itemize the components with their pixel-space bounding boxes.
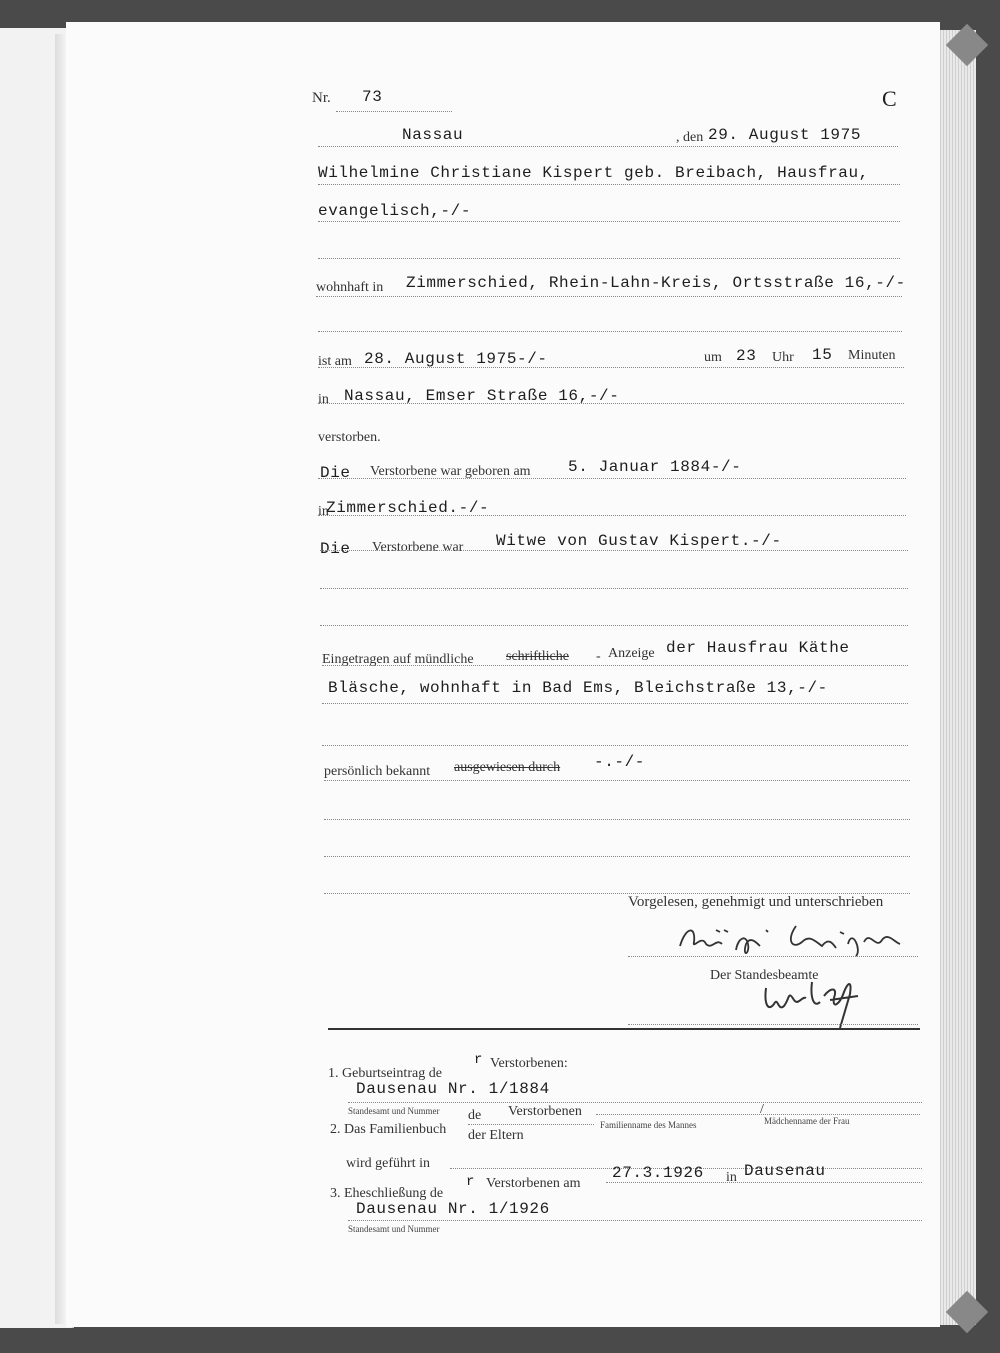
item2-gefuehrt: wird geführt in [346, 1156, 430, 1171]
item1-value: Dausenau Nr. 1/1884 [356, 1080, 550, 1098]
signature-line [628, 956, 918, 957]
item2-caption-maiden: Mädchenname der Frau [764, 1116, 850, 1126]
entry-struck: schriftliche [506, 649, 569, 664]
item2-de: de [468, 1108, 482, 1123]
line [322, 745, 908, 746]
footer-divider [328, 1028, 920, 1030]
um-label: um [704, 350, 722, 365]
death-in-label: in [318, 392, 329, 407]
line [324, 819, 910, 820]
birth-die: Die [320, 464, 351, 482]
date: 29. August 1975 [708, 126, 862, 144]
line [322, 703, 908, 704]
item1-suffix: Verstorbenen: [490, 1056, 568, 1071]
nr-value: 73 [362, 88, 383, 106]
line [318, 403, 904, 404]
line [320, 550, 908, 551]
birth-in-label: in [318, 504, 329, 519]
line [348, 1102, 922, 1103]
item3-value: Dausenau Nr. 1/1926 [356, 1200, 550, 1218]
line [324, 780, 910, 781]
register-page [66, 22, 940, 1327]
line [316, 296, 902, 297]
nr-label: Nr. [312, 90, 331, 106]
line [318, 221, 900, 222]
item3-label: 3. Eheschließung de [330, 1186, 444, 1201]
registrar-label: Der Standesbeamte [710, 968, 819, 983]
residence-label: wohnhaft in [316, 280, 384, 295]
line [320, 588, 908, 589]
item1-caption: Standesamt und Nummer [348, 1106, 440, 1116]
line [596, 1114, 920, 1115]
death-hour: 23 [736, 347, 757, 365]
line [320, 625, 908, 626]
nr-line [336, 111, 452, 112]
birth-place: Zimmerschied.-/- [326, 499, 490, 517]
line [468, 1124, 594, 1125]
item2-verst: Verstorbenen [508, 1104, 582, 1119]
informant-line-1: der Hausfrau Käthe [666, 639, 850, 657]
death-minutes: 15 [812, 346, 833, 364]
informant-signature [676, 920, 916, 958]
item3-sup: r [466, 1174, 476, 1190]
line [318, 331, 902, 332]
name-line-1: Wilhelmine Christiane Kispert geb. Breibach, Hausfrau, [318, 164, 869, 182]
item3-in: in [726, 1170, 737, 1185]
item2-eltern: der Eltern [468, 1128, 524, 1143]
line [322, 665, 908, 666]
entry-label: Eingetragen auf mündliche [322, 652, 474, 667]
den-label: , den [676, 130, 704, 145]
known-suffix: -.-/- [594, 753, 646, 771]
line [318, 146, 898, 147]
informant-line-2: Bläsche, wohnhaft in Bad Ems, Bleichstraße 13,-/- [328, 679, 828, 697]
item3-mid: Verstorbenen am [486, 1176, 581, 1191]
place: Nassau [402, 126, 464, 144]
uhr-label: Uhr [772, 350, 794, 365]
item2-label: 2. Das Familienbuch [330, 1122, 447, 1137]
item2-caption-husband: Familienname des Mannes [600, 1120, 697, 1130]
ist-am-label: ist am [318, 354, 352, 369]
item3-date: 27.3.1926 [612, 1164, 704, 1182]
item1-sup: r [474, 1052, 484, 1068]
residence: Zimmerschied, Rhein-Lahn-Kreis, Ortsstraße 16,-/- [406, 274, 906, 292]
line [318, 367, 904, 368]
item3-caption: Standesamt und Nummer [348, 1224, 440, 1234]
signoff-text: Vorgelesen, genehmigt und unterschrieben [628, 894, 884, 910]
birth-date: 5. Januar 1884-/- [568, 458, 742, 476]
entry-dash: - [596, 649, 601, 664]
verstorben-label: verstorben. [318, 430, 381, 445]
death-place: Nassau, Emser Straße 16,-/- [344, 387, 620, 405]
known-label: persönlich bekannt [324, 764, 431, 779]
status-label: Verstorbene war [372, 540, 464, 555]
birth-label: Verstorbene war geboren am [370, 464, 531, 479]
death-date: 28. August 1975-/- [364, 350, 548, 368]
status-value: Witwe von Gustav Kispert.-/- [496, 532, 782, 550]
item3-place: Dausenau [744, 1162, 826, 1180]
minuten-label: Minuten [848, 348, 896, 363]
status-die: Die [320, 540, 351, 558]
line [324, 856, 910, 857]
line [318, 184, 900, 185]
line [318, 478, 906, 479]
known-struck: ausgewiesen durch [454, 760, 561, 775]
line [318, 515, 906, 516]
item1-label: 1. Geburtseintrag de [328, 1066, 442, 1081]
item2-slash: / [760, 1102, 764, 1117]
register-letter: C [882, 86, 897, 111]
registrar-line [628, 1024, 918, 1025]
line [348, 1220, 922, 1221]
line [318, 258, 900, 259]
line [606, 1182, 922, 1183]
anzeige-label: Anzeige [608, 646, 655, 661]
name-line-2: evangelisch,-/- [318, 202, 472, 220]
